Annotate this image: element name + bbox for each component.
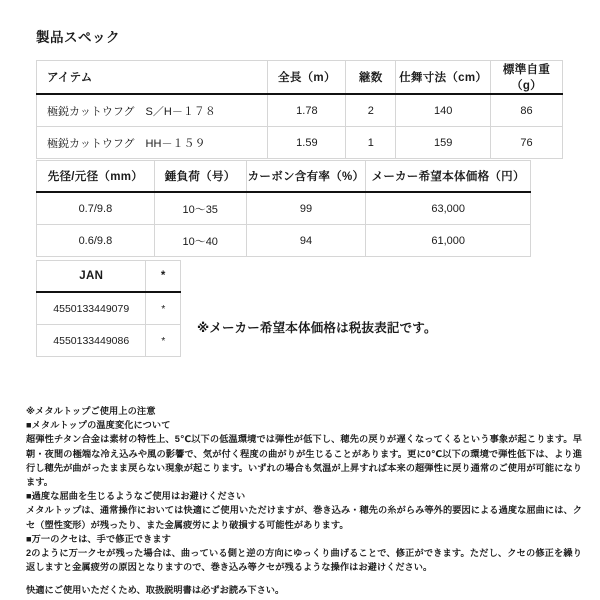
tax-note: ※メーカー希望本体価格は税抜表記です。	[197, 321, 437, 335]
cell-price: 63,000	[366, 192, 531, 225]
column-header-price: メーカー希望本体価格（円）	[366, 161, 531, 193]
cell-jan-code: 4550133449086	[37, 325, 146, 357]
cell-jan-code: 4550133449079	[37, 292, 146, 325]
note-body-manual-correction: 2のように万一クセが残った場合は、曲っている側と逆の方向にゆっくり曲げることで、修正ができます。ただし、クセの修正を繰り返しますと金属疲労の原因となりますので、巻き込み等クセが残るような操作はお避けください。	[26, 548, 582, 573]
product-spec-table	[36, 60, 563, 159]
cell-diameter: 0.6/9.8	[37, 225, 155, 257]
cell-asterisk: *	[146, 325, 181, 357]
table-row	[37, 127, 563, 159]
column-header-length: 全長（m）	[268, 61, 346, 95]
table-header-row	[37, 61, 563, 95]
cell-carbon-content: 99	[246, 192, 366, 225]
cell-length: 1.59	[268, 127, 346, 159]
cell-sinker-load: 10〜40	[154, 225, 246, 257]
cell-folded: 140	[396, 94, 491, 127]
cell-item: 極鋭カットウフグ HH－１５９	[37, 127, 268, 159]
cell-length: 1.78	[268, 94, 346, 127]
note-spacer	[26, 574, 582, 583]
column-header-carbon-content: カーボン含有率（%）	[246, 161, 366, 193]
note-heading-manual-correction: ■万一のクセは、手で修正できます	[26, 533, 171, 544]
note-body-excessive-bending: メタルトップは、通常操作においては快適にご使用いただけますが、巻き込み・穂先の糸がらみ等外的要因による過度な屈曲には、クセ（塑性変形）が残ったり、また金属疲労により破損する可能性があります。	[26, 505, 582, 530]
table-header-row	[37, 261, 181, 293]
column-header-sinker-load: 錘負荷（号）	[154, 161, 246, 193]
table-row	[37, 192, 531, 225]
table-row	[37, 292, 181, 325]
cell-pieces: 2	[346, 94, 396, 127]
usage-notes	[26, 404, 582, 598]
note-heading-excessive-bending: ■過度な屈曲を生じるようなご使用はお避けください	[26, 491, 246, 502]
column-header-diameter: 先径/元径（mm）	[37, 161, 155, 193]
page-title: 製品スペック	[36, 30, 120, 45]
cell-diameter: 0.7/9.8	[37, 192, 155, 225]
note-body-temperature: 超弾性チタン合金は素材の特性上、5℃以下の低温環境では弾性が低下し、穂先の戻りが遅くなってくるという事象が起こります。早朝・夜間の極端な冷え込みや風の影響で、気が付く程度の曲がりが生じることがあります。更に0℃以下の環境で弾性低下は、より進行し穂先が曲がったまま戻らない現象が起こります。いずれの場合も気温が上昇すれば本来の超弾性に戻り通常のご使用が可能になります。	[26, 434, 582, 488]
table-header-row	[37, 161, 531, 193]
column-header-asterisk: *	[146, 261, 181, 293]
column-header-pieces: 継数	[346, 61, 396, 95]
cell-pieces: 1	[346, 127, 396, 159]
note-heading-temperature-change: ■メタルトップの温度変化について	[26, 420, 171, 431]
note-footer-read-manual: 快適にご使用いただくため、取扱説明書は必ずお読み下さい。	[26, 585, 285, 596]
cell-price: 61,000	[366, 225, 531, 257]
note-heading-metal-top-caution: ※メタルトップご使用上の注意	[26, 406, 156, 416]
cell-item: 極鋭カットウフグ S／H－１７８	[37, 94, 268, 127]
cell-weight: 76	[491, 127, 563, 159]
column-header-weight: 標準自重（g）	[491, 61, 563, 95]
table-row	[37, 225, 531, 257]
cell-asterisk: *	[146, 292, 181, 325]
jan-code-table	[36, 260, 181, 357]
cell-sinker-load: 10〜35	[154, 192, 246, 225]
cell-folded: 159	[396, 127, 491, 159]
table-row	[37, 325, 181, 357]
column-header-item: アイテム	[37, 61, 268, 95]
table-row	[37, 94, 563, 127]
column-header-folded: 仕舞寸法（cm）	[396, 61, 491, 95]
product-spec-table-2	[36, 160, 531, 257]
cell-weight: 86	[491, 94, 563, 127]
column-header-jan: JAN	[37, 261, 146, 293]
cell-carbon-content: 94	[246, 225, 366, 257]
